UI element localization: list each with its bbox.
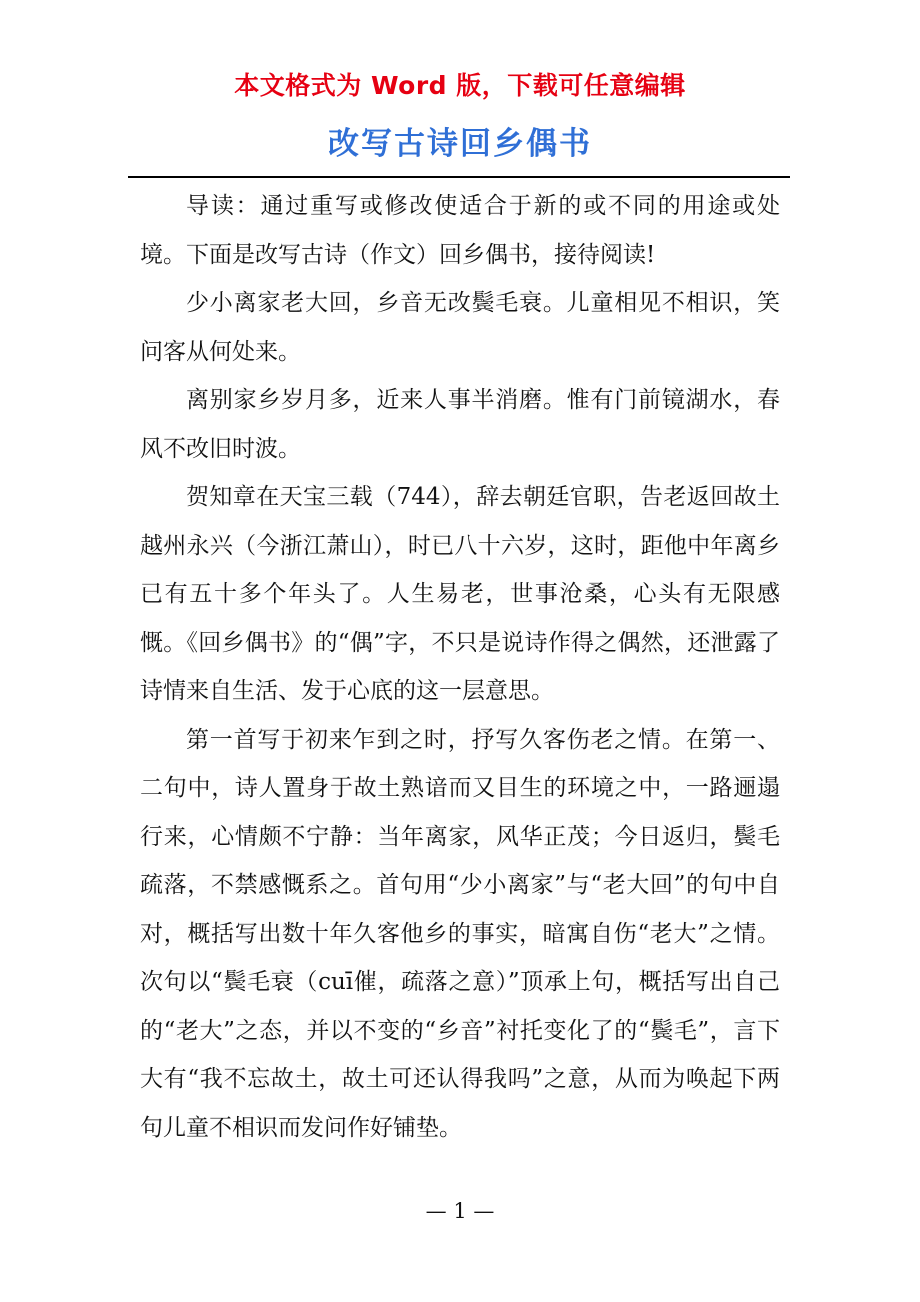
page-number: — 1 — (425, 1199, 495, 1223)
page-title: 改写古诗回乡偶书 (328, 126, 592, 162)
title-divider (128, 176, 790, 178)
article-body (140, 182, 780, 1152)
paragraph-poem-2: 离别家乡岁月多，近来人事半消磨。惟有门前镜湖水，春风不改旧时波。 (140, 387, 780, 462)
paragraph-analysis: 第一首写于初来乍到之时，抒写久客伤老之情。在第一、二句中，诗人置身于故土熟谙而又目生的环境之中，一路逦遢行来，心情颇不宁静：当年离家，风华正茂；今日返归，鬓毛疏落，不禁感慨系之。首句用“少小离家”与“老大回”的句中自对，概括写出数十年久客他乡的事实，暗寓自伤“老大”之情。次句以“鬓毛衰（cuī催，疏落之意）”顶承上句，概括写出自己的“老大”之态，并以不变的“乡音”衬托变化了的“鬓毛”，言下大有“我不忘故土，故土可还认得我吗”之意，从而为唤起下两句儿童不相识而发问作好铺垫。 (140, 726, 780, 1141)
paragraph-background: 贺知章在天宝三载（744），辞去朝廷官职，告老返回故土越州永兴（今浙江萧山），时已八十六岁，这时，距他中年离乡已有五十多个年头了。人生易老，世事沧桑，心头有无限感慨。《回乡偶书》的“偶”字，不只是说诗作得之偶然，还泄露了诗情来自生活、发于心底的这一层意思。 (140, 484, 780, 704)
format-notice: 本文格式为 Word 版，下载可任意编辑 (234, 71, 686, 100)
paragraph-intro: 导读：通过重写或修改使适合于新的或不同的用途或处境。下面是改写古诗（作文）回乡偶书，接待阅读! (140, 193, 780, 268)
paragraph-poem-1: 少小离家老大回，乡音无改鬓毛衰。儿童相见不相识，笑问客从何处来。 (140, 290, 780, 365)
